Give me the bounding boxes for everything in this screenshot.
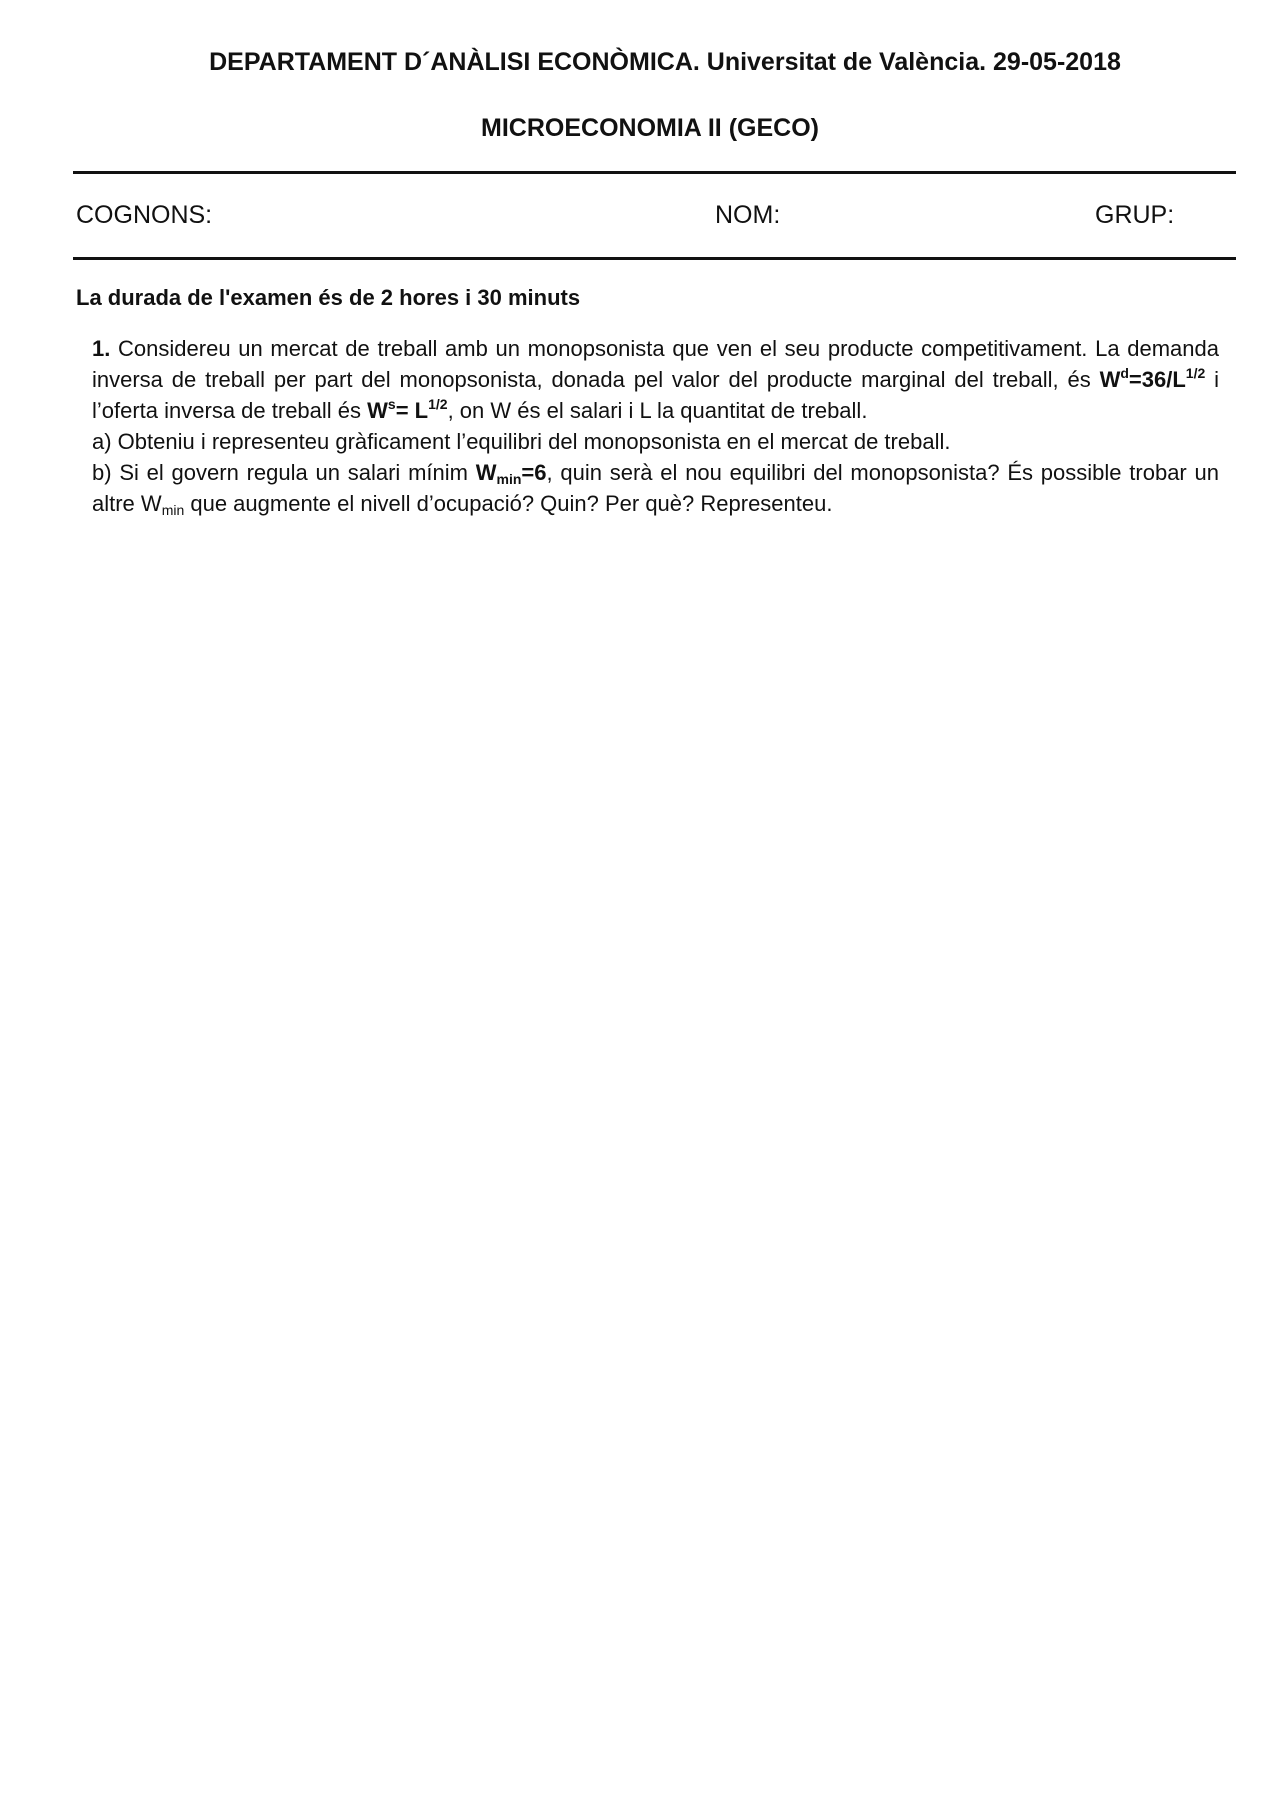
- supply-w: W: [367, 398, 388, 423]
- supply-exponent: 1/2: [428, 396, 448, 412]
- demand-w: W: [1099, 367, 1121, 392]
- question-1-part-a: a) Obteniu i representeu gràficament l’equilibri del monopsonista en el mercat de treball.: [92, 429, 951, 454]
- question-1-part-b: [92, 457, 1219, 519]
- question-1-statement: [92, 333, 1219, 426]
- question-intro-3: , on W és el salari i L la quantitat de treball.: [447, 398, 868, 423]
- department-header: DEPARTAMENT D´ANÀLISI ECONÒMICA. Universitat de València. 29-05-2018: [209, 48, 1121, 76]
- question-1: [92, 333, 1219, 519]
- demand-equation: [1100, 367, 1206, 392]
- top-divider: [73, 171, 1236, 174]
- question-intro-2: i l’oferta inversa de treball és: [92, 367, 1220, 423]
- supply-rhs: = L: [395, 398, 429, 423]
- demand-superscript: d: [1120, 365, 1129, 381]
- name-label: NOM:: [715, 201, 781, 229]
- minimum-wage-equation: [476, 460, 547, 485]
- question-intro-1: Considereu un mercat de treball amb un monopsonista que ven el seu producte competitivament. La demanda inversa de treball per part del monopsonista, donada pel valor del producte marginal del treball, és: [92, 336, 1219, 392]
- bottom-divider: [73, 257, 1236, 260]
- part-b-text-2: , quin serà el nou equilibri del monopsonista? És possible trobar un altre W: [92, 460, 1219, 516]
- wmin-w: W: [475, 460, 497, 485]
- surname-label: COGNONS:: [76, 201, 213, 229]
- supply-superscript: s: [387, 396, 396, 412]
- group-label: GRUP:: [1095, 201, 1175, 229]
- question-number: 1.: [92, 336, 111, 361]
- wmin-value: =6: [521, 460, 547, 485]
- part-b-text-1: b) Si el govern regula un salari mínim: [92, 460, 476, 485]
- supply-equation: [367, 398, 447, 423]
- wmin2-subscript: min: [161, 502, 185, 518]
- part-b-text-3: que augmente el nivell d’ocupació? Quin? Per què? Representeu.: [184, 491, 833, 516]
- exam-duration: La durada de l'examen és de 2 hores i 30 minuts: [76, 285, 581, 310]
- demand-exponent: 1/2: [1185, 365, 1206, 381]
- wmin-subscript: min: [496, 471, 522, 487]
- course-title: MICROECONOMIA II (GECO): [481, 114, 819, 142]
- demand-rhs: =36/L: [1128, 367, 1186, 392]
